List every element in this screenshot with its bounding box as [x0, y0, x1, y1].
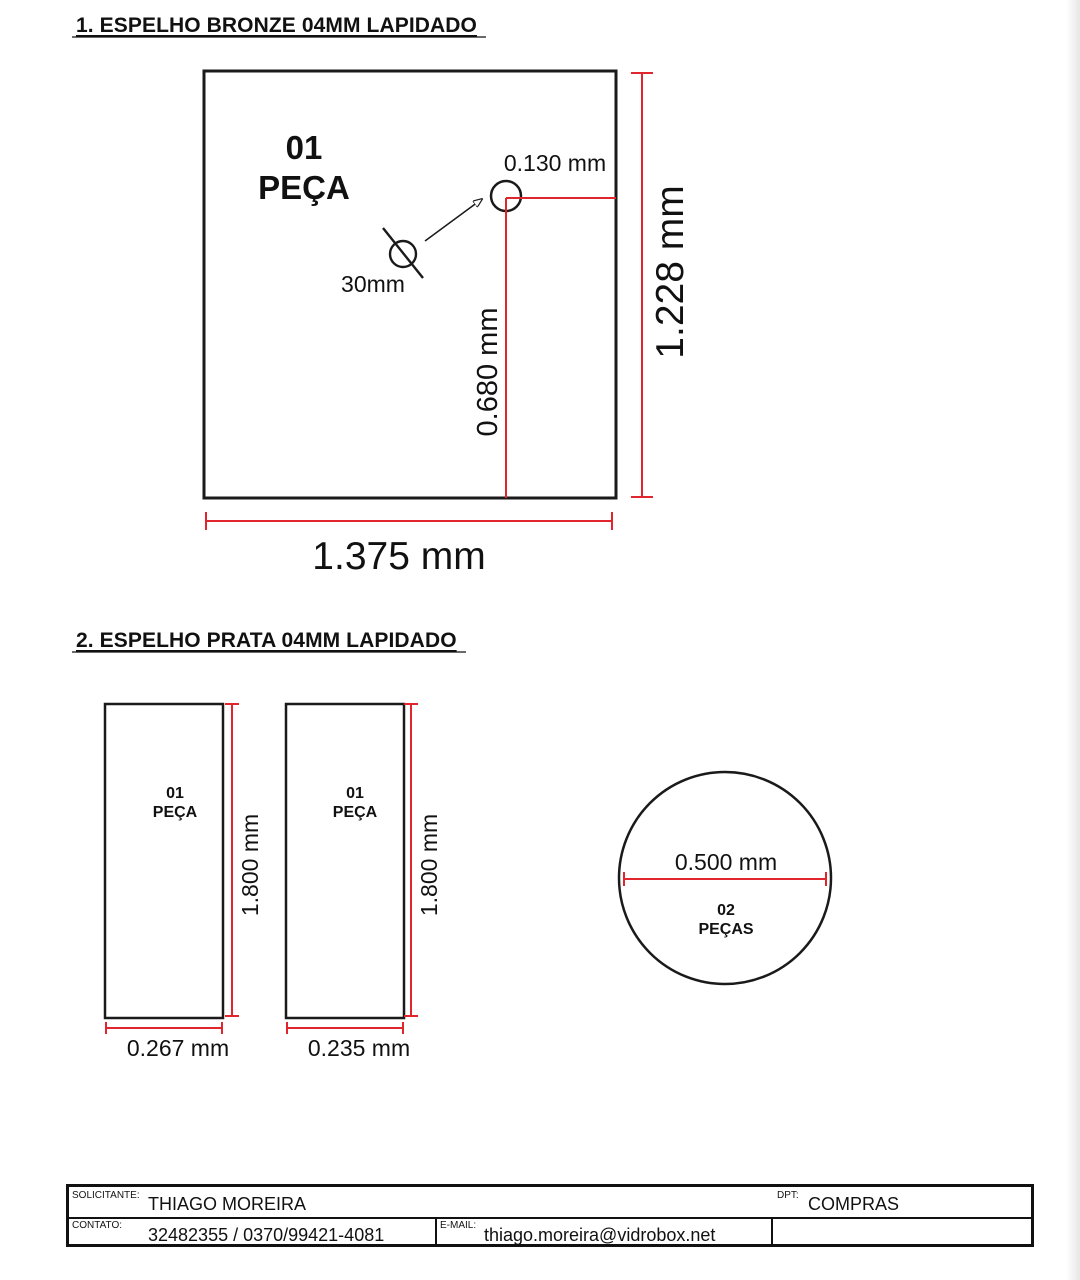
email-value: thiago.moreira@vidrobox.net [484, 1225, 716, 1245]
solicitante-label: SOLICITANTE: [72, 1190, 140, 1201]
dpt-label: DPT: [777, 1190, 799, 1201]
round-mirror-label: PEÇAS [698, 921, 754, 938]
round-mirror-count: 02 [717, 902, 735, 919]
email-label: E-MAIL: [440, 1220, 477, 1231]
silver-panel-1-height-label: 1.800 mm [237, 813, 263, 917]
silver-panel-1-outline [105, 704, 223, 1018]
solicitante-cell [69, 1187, 1031, 1217]
silver-panel-1-count: 01 [166, 785, 184, 802]
solicitante-value: THIAGO MOREIRA [148, 1194, 307, 1214]
hole-height-label: 0.680 mm [472, 307, 504, 437]
dpt-value: COMPRAS [808, 1194, 900, 1214]
silver-panel-2-height-label: 1.800 mm [416, 813, 442, 917]
empty-cell [773, 1217, 1031, 1247]
silver-panel-2-count: 01 [346, 785, 364, 802]
silver-panel-2-outline [286, 704, 404, 1018]
bronze-width-label: 1.375 mm [312, 535, 486, 578]
requester-info-table [66, 1184, 1034, 1247]
bronze-piece-count: 01 [285, 129, 323, 166]
section-2-title: 2. ESPELHO PRATA 04MM LAPIDADO [76, 629, 457, 652]
hole-offset-label: 0.130 mm [503, 150, 607, 176]
silver-panel-1-label: PEÇA [152, 804, 198, 821]
bronze-piece-label: PEÇA [258, 169, 350, 206]
silver-panel-1-width-label: 0.267 mm [126, 1035, 230, 1061]
silver-panel-1-width-dimension [106, 1022, 222, 1034]
section-1-title: 1. ESPELHO BRONZE 04MM LAPIDADO [76, 14, 477, 37]
silver-panel-2-width-dimension [287, 1022, 403, 1034]
contato-cell [69, 1217, 435, 1247]
hole-diameter-label: 30mm [341, 271, 405, 297]
email-cell [437, 1217, 771, 1247]
footer-row-contact [69, 1217, 1031, 1247]
footer-row-requester [69, 1187, 1031, 1219]
bronze-mirror-outline [204, 71, 616, 498]
bronze-width-dimension [206, 512, 612, 530]
silver-panel-2-width-label: 0.235 mm [307, 1035, 411, 1061]
contato-value: 32482355 / 0370/99421-4081 [148, 1225, 385, 1245]
contato-label: CONTATO: [72, 1220, 122, 1231]
round-mirror-diameter-label: 0.500 mm [674, 849, 778, 875]
bronze-height-label: 1.228 mm [649, 185, 692, 359]
silver-panel-2-label: PEÇA [332, 804, 378, 821]
